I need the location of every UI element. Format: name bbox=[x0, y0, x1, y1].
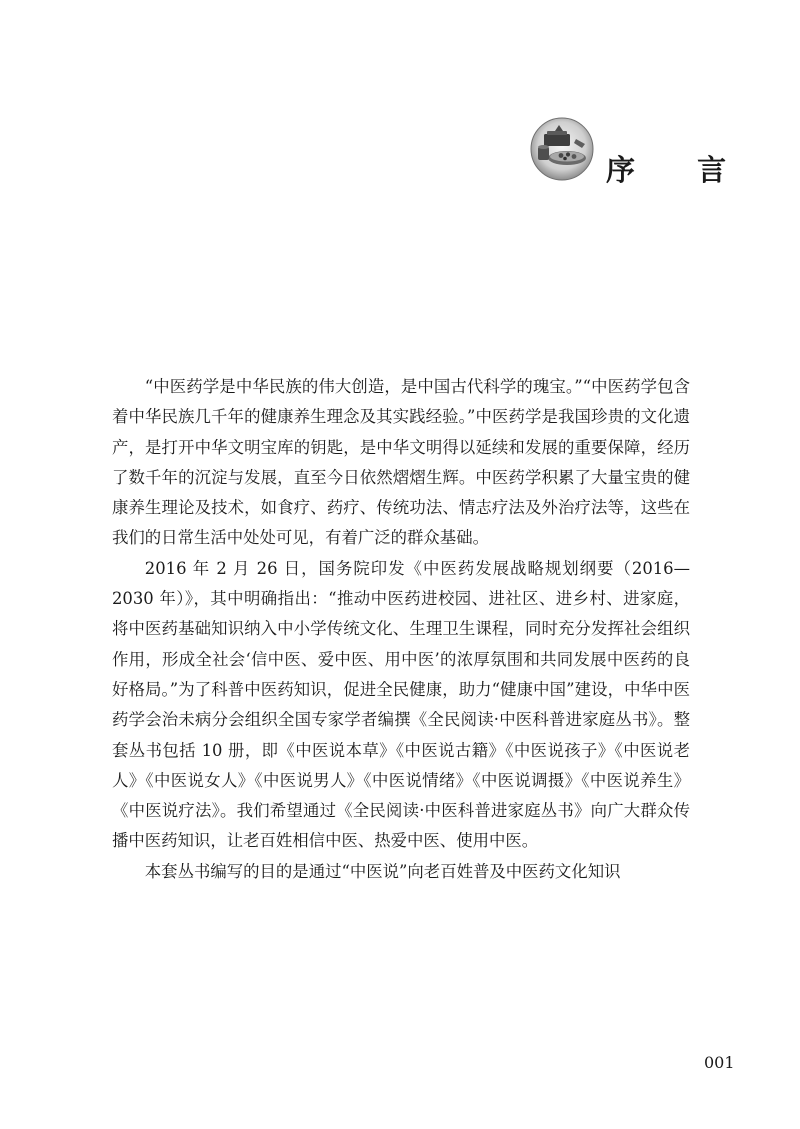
paragraph: 2016 年 2 月 26 日，国务院印发《中医药发展战略规划纲要（2016—2030 年）》，其中明确指出：“推动中医药进校园、进社区、进乡村、进家庭，将中医药基础知识纳入中小学传统文化、生理卫生课程，同时充分发挥社会组织作用，形成全社会‘信中医、爱中医、用中医’的浓厚氛围和共同发展中医药的良好格局。”为了科普中医药知识，促进全民健康，助力“健康中国”建设，中华中医药学会治未病分会组织全国专家学者编撰《全民阅读·中医科普进家庭丛书》。整套丛书包括 10 册，即《中医说本草》《中医说古籍》《中医说孩子》《中医说老人》《中医说女人》《中医说男人》《中医说情绪》《中医说调摄》《中医说养生》《中医说疗法》。我们希望通过《全民阅读·中医科普进家庭丛书》向广大群众传播中医药知识，让老百姓相信中医、热爱中医、使用中医。 bbox=[112, 558, 690, 851]
page-number: 001 bbox=[704, 1053, 735, 1072]
body-text bbox=[112, 372, 690, 887]
paragraph: 本套丛书编写的目的是通过“中医说”向老百姓普及中医药文化知识 bbox=[144, 861, 621, 881]
paragraph: “中医药学是中华民族的伟大创造，是中国古代科学的瑰宝。”“中医药学包含着中华民族几千年的健康养生理念及其实践经验。”中医药学是我国珍贵的文化遗产，是打开中华文明宝库的钥匙，是中华文明得以延续和发展的重要保障，经历了数千年的沉淀与发展，直至今日依然熠熠生辉。中医药学积累了大量宝贵的健康养生理论及技术，如食疗、药疗、传统功法、情志疗法及外治疗法等，这些在我们的日常生活中处处可见，有着广泛的群众基础。 bbox=[112, 377, 690, 548]
medicine-still-life-emblem-icon bbox=[530, 117, 594, 181]
page-title: 序 言 bbox=[606, 153, 753, 187]
